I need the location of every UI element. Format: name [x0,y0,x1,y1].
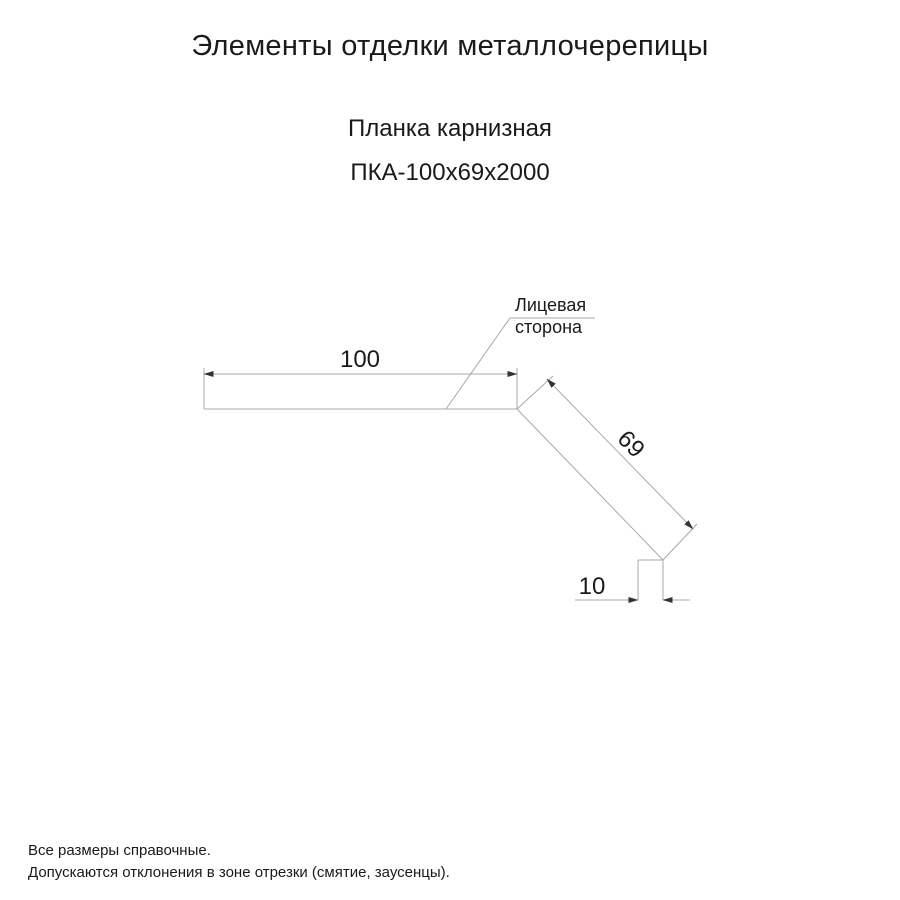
page-title: Элементы отделки металлочерепицы [191,30,709,62]
dimension-10-label: 10 [578,573,606,600]
callout-label-line1: Лицевая [515,295,587,315]
extension-line [517,376,553,409]
callout-leader [446,318,510,409]
extension-line [663,524,697,560]
profile-slope-segment [517,409,663,560]
product-name: Планка карнизная [348,115,552,142]
profile-outline [204,409,663,600]
dimension-69-label: 69 [611,425,650,464]
callout-label-line2: сторона [515,317,583,337]
dimension-line [547,379,693,529]
note-tolerances: Допускаются отклонения в зоне отрезки (смятие, заусенцы). [28,864,450,881]
note-reference-dimensions: Все размеры справочные. [28,842,211,859]
dimension-69 [517,376,697,560]
product-code: ПКА-100х69х2000 [350,159,550,186]
dimension-100-label: 100 [339,346,381,373]
